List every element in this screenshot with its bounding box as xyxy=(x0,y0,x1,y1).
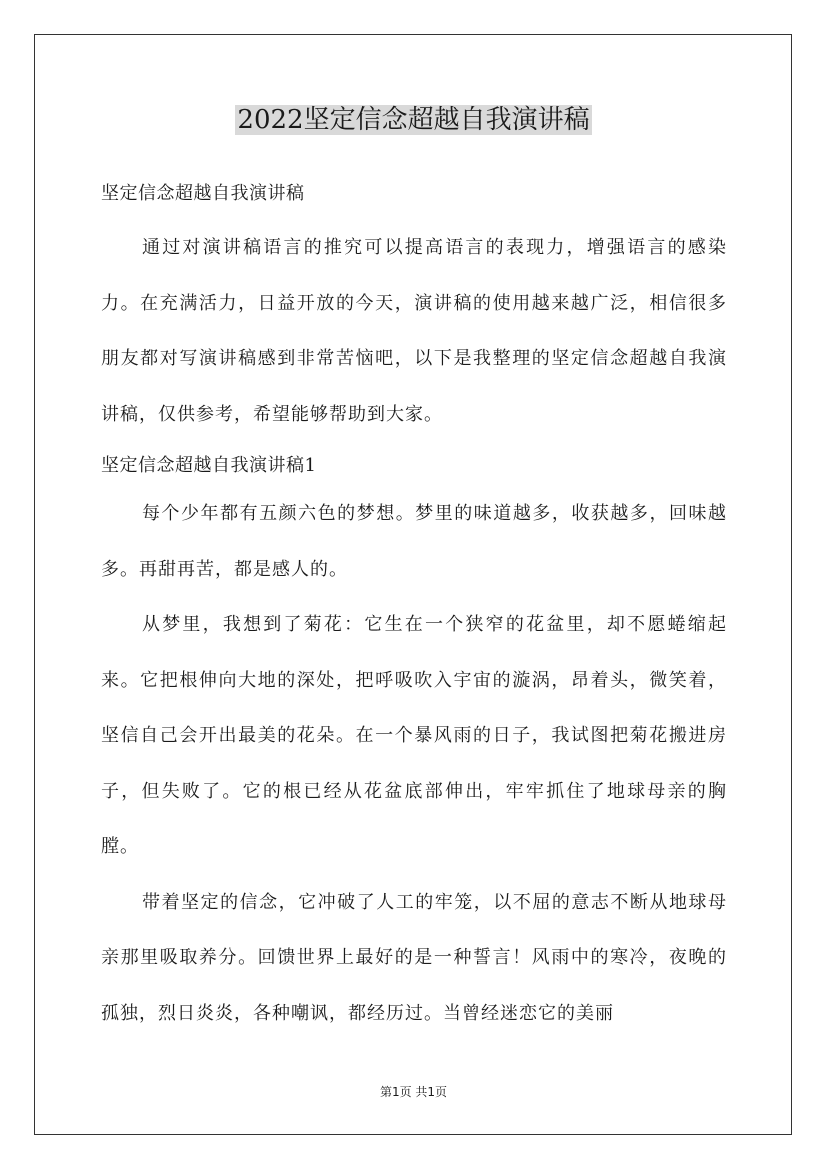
intro-paragraph: 通过对演讲稿语言的推究可以提高语言的表现力，增强语言的感染力。在充满活力，日益开放的今天，演讲稿的使用越来越广泛，相信很多朋友都对写演讲稿感到非常苦恼吧，以下是我整理的坚定信念超越自我演讲稿，仅供参考，希望能够帮助到大家。 xyxy=(101,237,727,425)
page-footer: 第1页 共1页 xyxy=(379,1085,448,1099)
document-subtitle: 坚定信念超越自我演讲稿 xyxy=(101,183,305,204)
document-title xyxy=(0,100,827,140)
document-body xyxy=(101,174,727,1041)
body-paragraph-1: 每个少年都有五颜六色的梦想。梦里的味道越多，收获越多，回味越多。再甜再苦，都是感人的。 xyxy=(101,503,727,580)
body-paragraph-3: 带着坚定的信念，它冲破了人工的牢笼，以不屈的意志不断从地球母亲那里吸取养分。回馈世界上最好的是一种誓言！风雨中的寒冷，夜晚的孤独，烈日炎炎，各种嘲讽，都经历过。当曾经迷恋它的美丽 xyxy=(101,891,727,1024)
document-title-text: 2022坚定信念超越自我演讲稿 xyxy=(237,105,590,135)
body-paragraph-2: 从梦里，我想到了菊花：它生在一个狭窄的花盆里，却不愿蜷缩起来。它把根伸向大地的深处，把呼吸吹入宇宙的漩涡，昂着头，微笑着，坚信自己会开出最美的花朵。在一个暴风雨的日子，我试图把菊花搬进房子，但失败了。它的根已经从花盆底部伸出，牢牢抓住了地球母亲的胸膛。 xyxy=(101,614,727,857)
section-heading-1: 坚定信念超越自我演讲稿1 xyxy=(101,455,317,476)
